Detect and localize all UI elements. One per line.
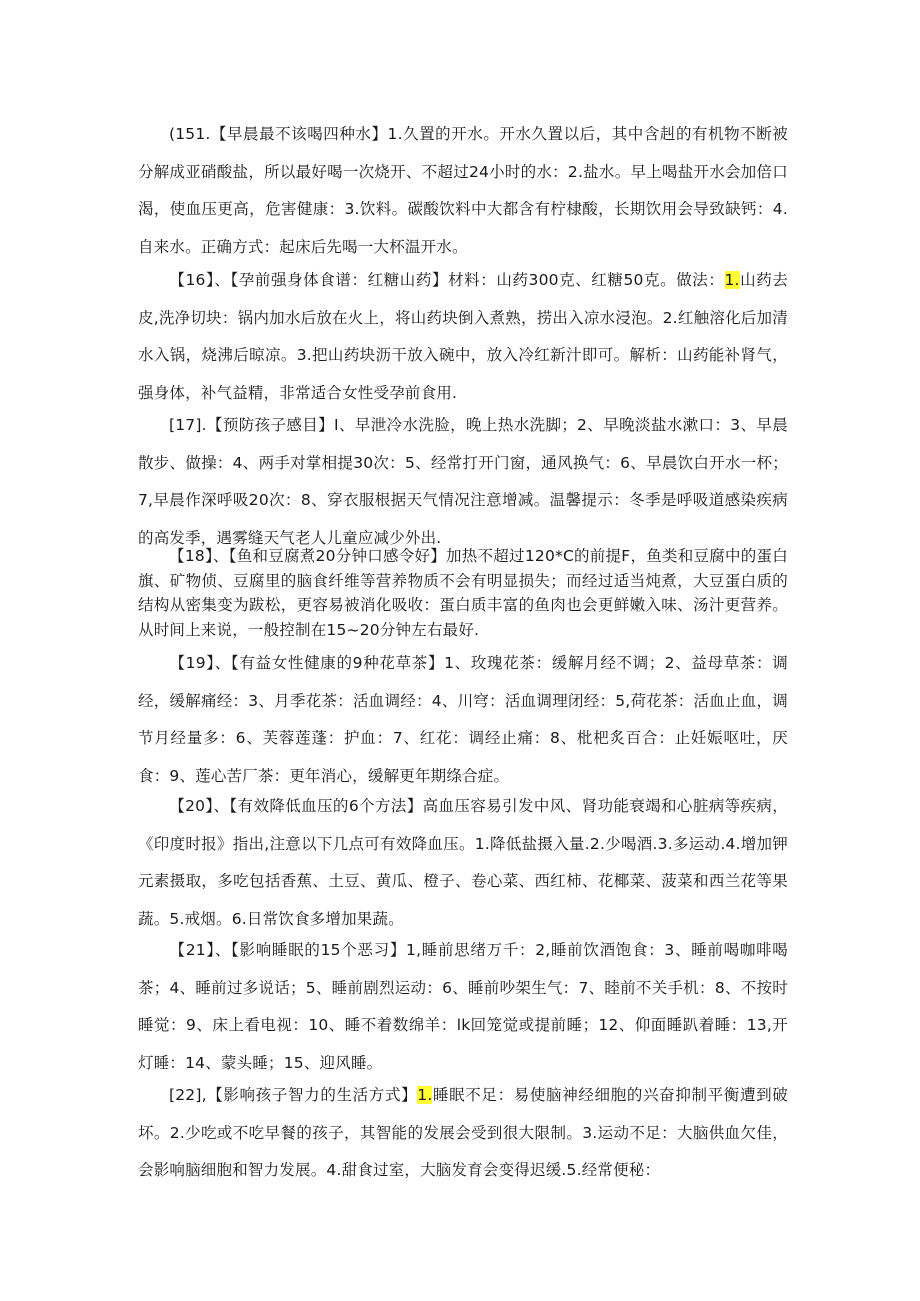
- highlighted-text: 1.: [417, 1086, 433, 1104]
- paragraph-15-text: (151.【早晨最不该喝四种水】1.久置的开水。开水久置以后，其中含赳的有机物不断被分解成亚硝酸盐，所以最好喝一次烧开、不超过24小时的水：2.盐水。早上喝盐开水会加倍口渴，使血压更高，危害健康：3.饮料。碳酸饮料中大都含有柠棣酸，长期饮用会导致缺钙：4.自来水。正确方式：起床后先喝一大杯温开水。: [138, 125, 788, 256]
- paragraph-19-text: 【19】、【有益女性健康的9种花草茶】1、玫瑰花茶：缓解月经不调；2、益母草茶：调经，缓解痛经：3、月季花茶：活血调经：4、川穹：活血调理闭经：5,荷花茶：活血止血，调节月经量多：6、芙蓉莲蓬：护血：7、红花：调经止痛：8、枇杷炙百合：止妊娠呕吐，厌食：9、莲心苦厂茶：更年消心，缓解更年期绦合症。: [138, 654, 788, 785]
- paragraph-16-lead: 【16】、【孕前强身体食谱：红糖山药】材料：山药300克、红糖50克。做法：: [169, 271, 725, 289]
- highlighted-text: 1.: [724, 271, 740, 289]
- paragraph-22: [138, 1077, 788, 1190]
- paragraph-18: [138, 544, 788, 642]
- paragraph-15: [138, 116, 788, 266]
- paragraph-20-text: 【20】、【有效降低血压的6个方法】高血压容易引发中风、肾功能衰竭和心脏病等疾病，《印度时报》指出,注意以下几点可有效降血压。1.降低盐摄入量.2.少喝酒.3.多运动.4.增加钾元素摄取，多吃包括香蕉、土豆、黄瓜、橙子、卷心菜、西红柿、花椰菜、菠菜和西兰花等果蔬。5.戒烟。6.日常饮食多增加果蔬。: [138, 797, 788, 928]
- paragraph-20: [138, 788, 788, 938]
- paragraph-16-rest: 山药去皮,洗净切块：锅内加水后放在火上，将山药块倒入煮熟，捞出入凉水浸泡。2.红触溶化后加清水入锅，烧沸后晾凉。3.把山药块沥干放入碗中，放入冷红新汁即可。解析：山药能补肾气，强身体，补气益精，非常适合女性受孕前食用.: [138, 271, 788, 402]
- paragraph-18-text: 【18】、【鱼和豆腐煮20分钟口感令好】加热不超过120*C的前提F，鱼类和豆腐中的蛋白旗、矿物侦、豆腐里的脑食纤维等营养物质不会有明显损失；而经过适当炖煮，大豆蛋白质的结构从密集变为跋松，更容易被消化吸收：蛋白质丰富的鱼肉也会更鲜嫩入味、汤汁更营养。从时间上来说，一般控制在15~20分钟左右最好.: [138, 547, 788, 639]
- paragraph-22-lead: [22],【影响孩子智力的生活方式】: [169, 1086, 418, 1104]
- paragraph-17: [138, 407, 788, 557]
- paragraph-22-rest: 睡眠不足：易使脑神经细胞的兴奋抑制平衡遭到破坏。2.少吃或不吃早餐的孩子，其智能的发展会受到很大限制。3.运动不足：大脑供血欠佳，会影响脑细胞和智力发展。4.甜食过室，大脑发育会变得迟缓.5.经常便秘：: [138, 1086, 788, 1179]
- paragraph-16: [138, 262, 788, 412]
- paragraph-17-text: [17].【预防孩子感目】I、早泄冷水洗脸，晚上热水洗脚；2、早晚淡盐水漱口：3、早晨散步、做操：4、两手对掌相提30次：5、经常打开门窗，通风换气：6、早晨饮白开水一杯；7,早晨作深呼吸20次：8、穿衣服根据天气情况注意增减。温馨提示：冬季是呼吸道感染疾病的高发季，遇雾缝天气老人儿童应减少外出.: [138, 416, 788, 547]
- paragraph-21-text: 【21】、【影响睡眠的15个恶习】1,睡前思绪万千：2,睡前饮酒饱食：3、睡前喝咖啡喝茶；4、睡前过多说话；5、睡前剧烈运动：6、睡前吵架生气：7、睦前不关手机：8、不按时睡觉：9、床上看电视：10、睡不着数绵羊：lk回笼觉或提前睡；12、仰面睡趴着睡：13,开灯睡：14、蒙头睡；15、迎风睡。: [138, 941, 788, 1072]
- paragraph-19: [138, 645, 788, 795]
- paragraph-21: [138, 932, 788, 1082]
